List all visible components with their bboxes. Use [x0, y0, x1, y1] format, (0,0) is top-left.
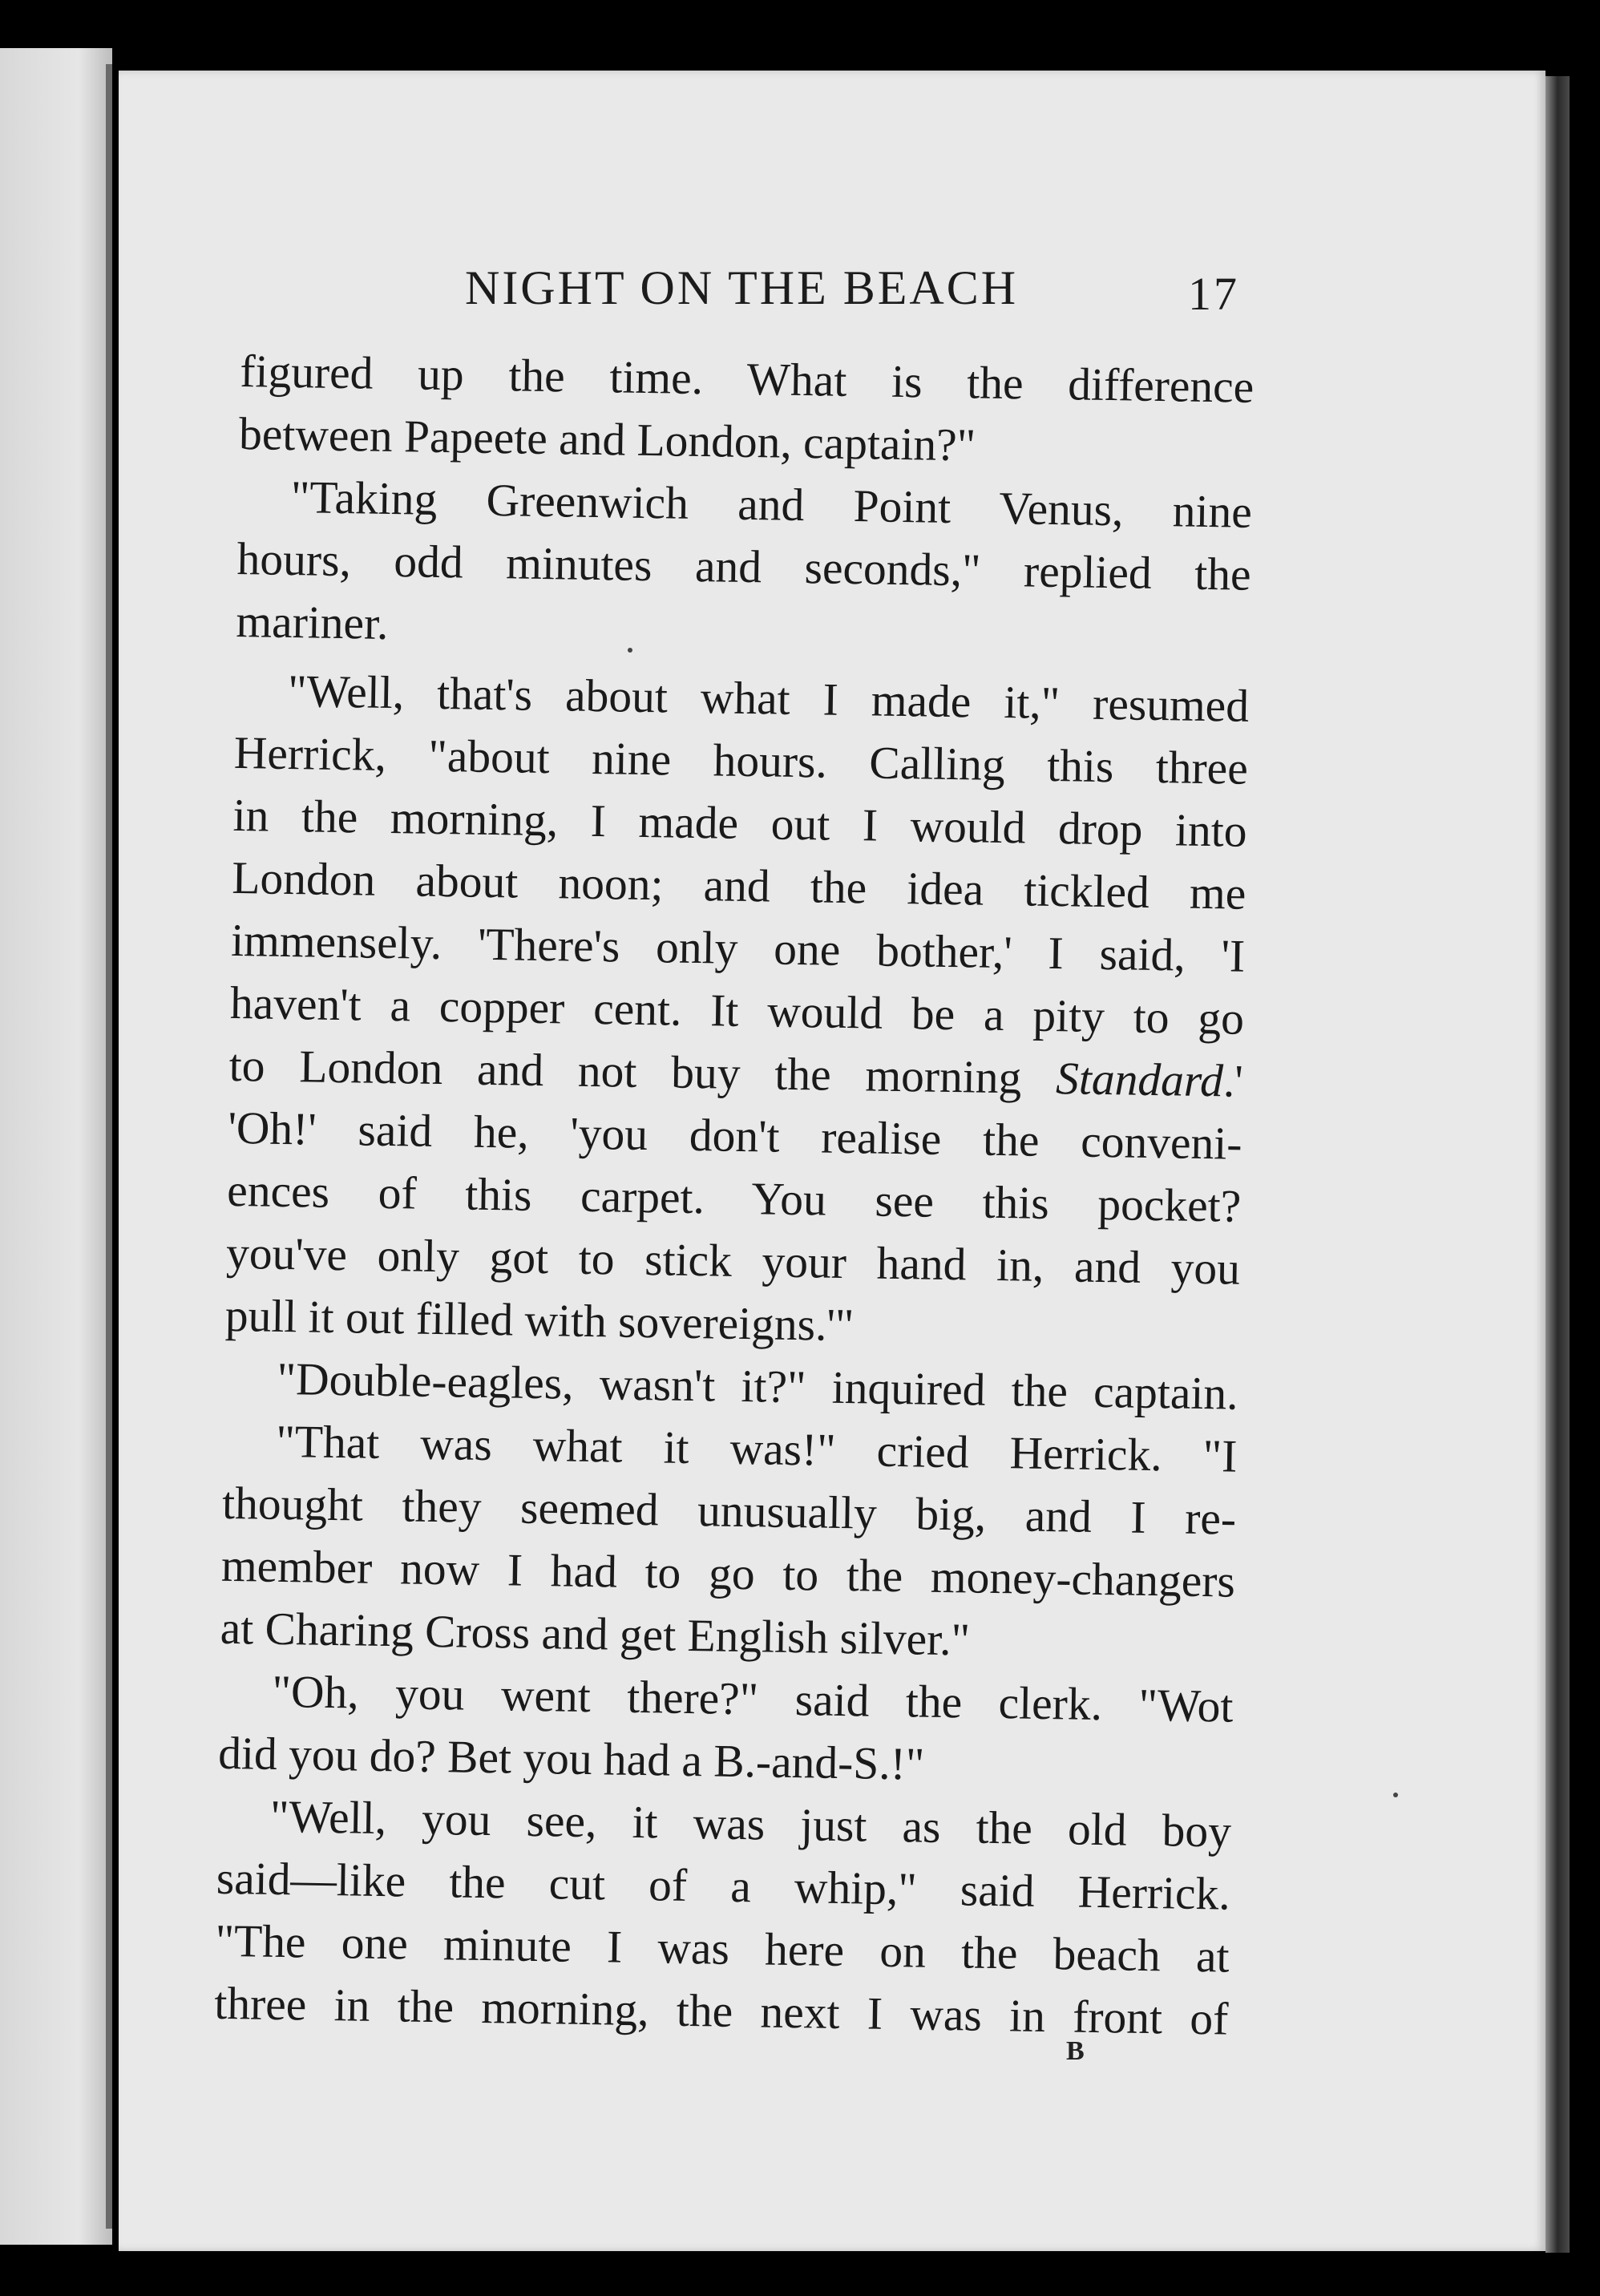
text-line: London about noon; and the idea tickled me [231, 852, 1246, 920]
text-line: you've only got to stick your hand in, and you [225, 1227, 1241, 1295]
text-line: "That was what it was!" cried Herrick. "I [275, 1416, 1238, 1482]
text-line: "Well, you see, it was just as the old boy [269, 1791, 1232, 1857]
text-line: "The one minute I was here on the beach at [215, 1915, 1230, 1983]
text-line: at Charing Cross and get English silver." [220, 1603, 971, 1666]
page-body-text [214, 341, 1255, 2051]
text-line: "Double-eagles, wasn't it?" inquired the captain. [277, 1353, 1239, 1420]
text-line: "Taking Greenwich and Point Venus, nine [290, 472, 1253, 538]
text-line: member now I had to go to the money-changers [220, 1540, 1236, 1607]
text-line: thought they seemed unusually big, and I re- [221, 1477, 1237, 1545]
text-line: mariner. [235, 596, 389, 649]
running-head [345, 261, 1307, 325]
italic-title: Standard [1055, 1053, 1224, 1107]
page-number: 17 [1188, 268, 1239, 320]
text-line: immensely. 'There's only one bother,' I said, 'I [230, 915, 1246, 982]
text-line: pull it out filled with sovereigns.'" [224, 1290, 855, 1352]
text-line: "Oh, you went there?" said the clerk. "Wot [272, 1666, 1234, 1732]
signature-mark: B [1066, 2036, 1085, 2066]
text-line: did you do? Bet you had a B.-and-S.!" [217, 1728, 925, 1790]
text-line: 'Oh!' said he, 'you don't realise the conveni- [228, 1102, 1242, 1170]
left-page-edge [0, 48, 112, 2245]
text-line: haven't a copper cent. It would be a pity to go [229, 977, 1245, 1045]
speck [1393, 1793, 1398, 1797]
text-line: said—like the cut of a whip," said Herrick. [216, 1853, 1231, 1920]
text-line: "Well, that's about what I made it," resumed [287, 665, 1250, 732]
text-line: to London and not buy the morning Standard.' [228, 1040, 1244, 1107]
text-line: hours, odd minutes and seconds," replied the [236, 533, 1252, 600]
text-line: figured up the time. What is the difference [239, 346, 1255, 413]
text-line: ences of this carpet. You see this pocket? [226, 1165, 1242, 1232]
left-page-gutter [106, 64, 112, 2229]
text-line: Herrick, "about nine hours. Calling this three [233, 727, 1249, 794]
text-line: three in the morning, the next I was in front of [213, 1978, 1229, 2045]
running-head-title: NIGHT ON THE BEACH [465, 261, 1019, 314]
text-line: between Papeete and London, captain?" [238, 408, 976, 471]
book-binding-edge [1545, 76, 1570, 2253]
speck [628, 648, 632, 653]
text-line: in the morning, I made out I would drop into [232, 790, 1248, 857]
